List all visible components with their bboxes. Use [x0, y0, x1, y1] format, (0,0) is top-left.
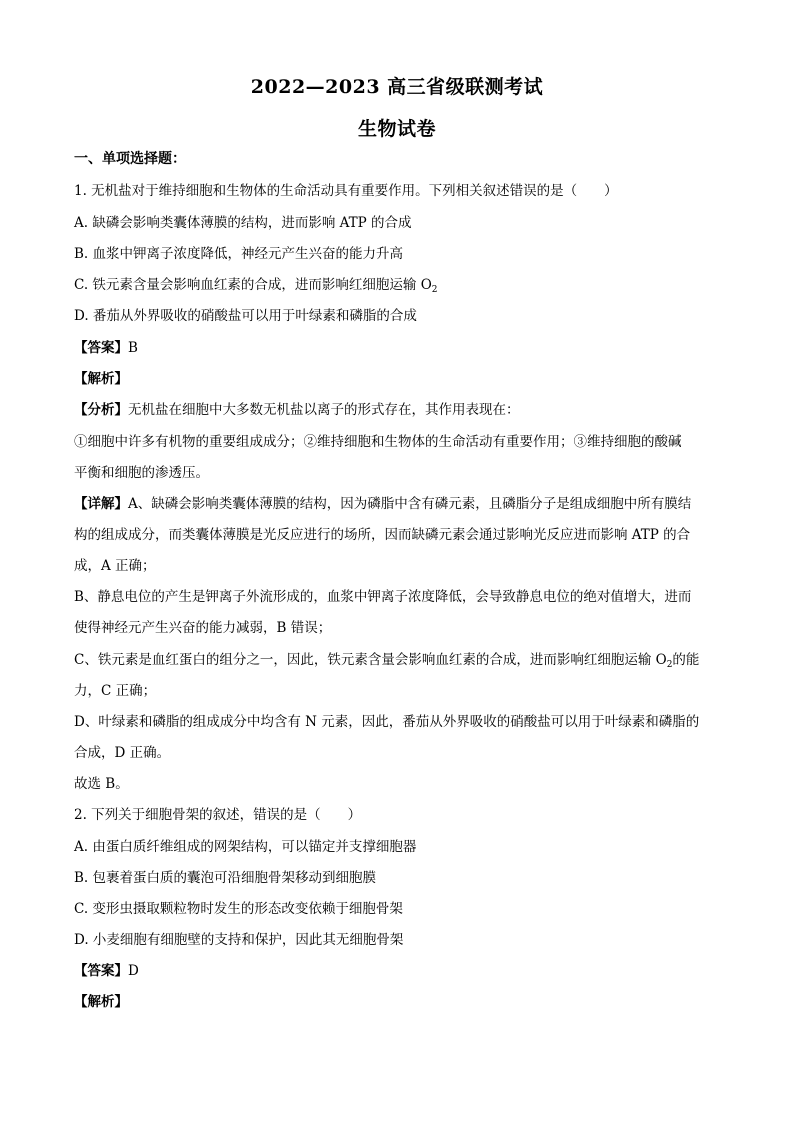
q2-answer-value: D — [128, 963, 139, 979]
fenxi-label: 【分析】 — [74, 402, 128, 418]
q1-stem: 1. 无机盐对于维持细胞和生物体的生命活动具有重要作用。下列相关叙述错误的是（ ） — [74, 183, 618, 199]
q2-option-b: B. 包裹着蛋白质的囊泡可沿细胞骨架移动到细胞膜 — [74, 870, 377, 886]
q1-fenxi — [74, 401, 734, 419]
detail-a1-text: A、缺磷会影响类囊体薄膜的结构，因为磷脂中含有磷元素，且磷脂分子是组成细胞中所有膜结 — [128, 496, 692, 512]
q1-detail-d2: 合成，D 正确。 — [74, 745, 171, 761]
q1-conclusion: 故选 B。 — [74, 776, 129, 792]
q1-fenxi-line3: 平衡和细胞的渗透压。 — [74, 465, 209, 481]
q2-stem: 2. 下列关于细胞骨架的叙述，错误的是（ ） — [74, 807, 362, 823]
q1-option-c — [74, 276, 734, 294]
detail-label: 【详解】 — [74, 496, 128, 512]
q1-detail-c1 — [74, 651, 734, 669]
answer-label: 【答案】 — [74, 340, 128, 356]
q1-option-d: D. 番茄从外界吸收的硝酸盐可以用于叶绿素和磷脂的合成 — [74, 308, 417, 324]
q1-detail-a2: 构的组成成分，而类囊体薄膜是光反应进行的场所，因而缺磷元素会通过影响光反应进而影响 ATP 的合 — [74, 527, 691, 543]
q2-option-c: C. 变形虫摄取颗粒物时发生的形态改变依赖于细胞骨架 — [74, 901, 403, 917]
q1-detail-d1: D、叶绿素和磷脂的组成成分中均含有 N 元素，因此，番茄从外界吸收的硝酸盐可以用于叶绿素和磷脂的 — [74, 714, 700, 730]
q2-option-a: A. 由蛋白质纤维组成的网架结构，可以锚定并支撑细胞器 — [74, 839, 417, 855]
q1-detail-b1: B、静息电位的产生是钾离子外流形成的，血浆中钾离子浓度降低，会导致静息电位的绝对值增大，进而 — [74, 589, 692, 605]
q1-answer — [74, 339, 734, 357]
section-heading: 一、单项选择题： — [74, 151, 186, 167]
q1-analysis-label: 【解析】 — [74, 371, 128, 387]
q1-detail-c2: 力，C 正确； — [74, 683, 157, 699]
q1-detail-a3: 成，A 正确； — [74, 558, 156, 574]
q2-answer — [74, 962, 734, 980]
q2-option-d: D. 小麦细胞有细胞壁的支持和保护，因此其无细胞骨架 — [74, 932, 404, 948]
q1-option-a: A. 缺磷会影响类囊体薄膜的结构，进而影响 ATP 的合成 — [74, 215, 412, 231]
q1-detail-a1 — [74, 495, 734, 513]
detail-c1-post: 的能 — [672, 652, 700, 668]
q2-analysis-label: 【解析】 — [74, 994, 128, 1010]
fenxi-text: 无机盐在细胞中大多数无机盐以离子的形式存在，其作用表现在： — [128, 402, 520, 418]
q1-fenxi-line2: ①细胞中许多有机物的重要组成成分；②维持细胞和生物体的生命活动有重要作用；③维持细胞的酸碱 — [74, 434, 682, 450]
exam-title: 2022—2023 高三省级联测考试 — [250, 76, 544, 98]
q1-detail-b2: 使得神经元产生兴奋的能力减弱，B 错误； — [74, 620, 332, 636]
q1-option-c-text: C. 铁元素含量会影响血红素的合成，进而影响红细胞运输 O — [74, 277, 432, 293]
exam-subtitle: 生物试卷 — [357, 118, 436, 140]
q1-option-b: B. 血浆中钾离子浓度降低，神经元产生兴奋的能力升高 — [74, 246, 404, 262]
answer-value: B — [128, 340, 138, 356]
detail-c1-pre: C、铁元素是血红蛋白的组分之一，因此，铁元素含量会影响血红素的合成，进而影响红细胞运输 O — [74, 652, 667, 668]
q2-answer-label: 【答案】 — [74, 963, 128, 979]
q1-option-c-subscript: 2 — [431, 285, 438, 295]
detail-c1-subscript: 2 — [666, 660, 673, 670]
